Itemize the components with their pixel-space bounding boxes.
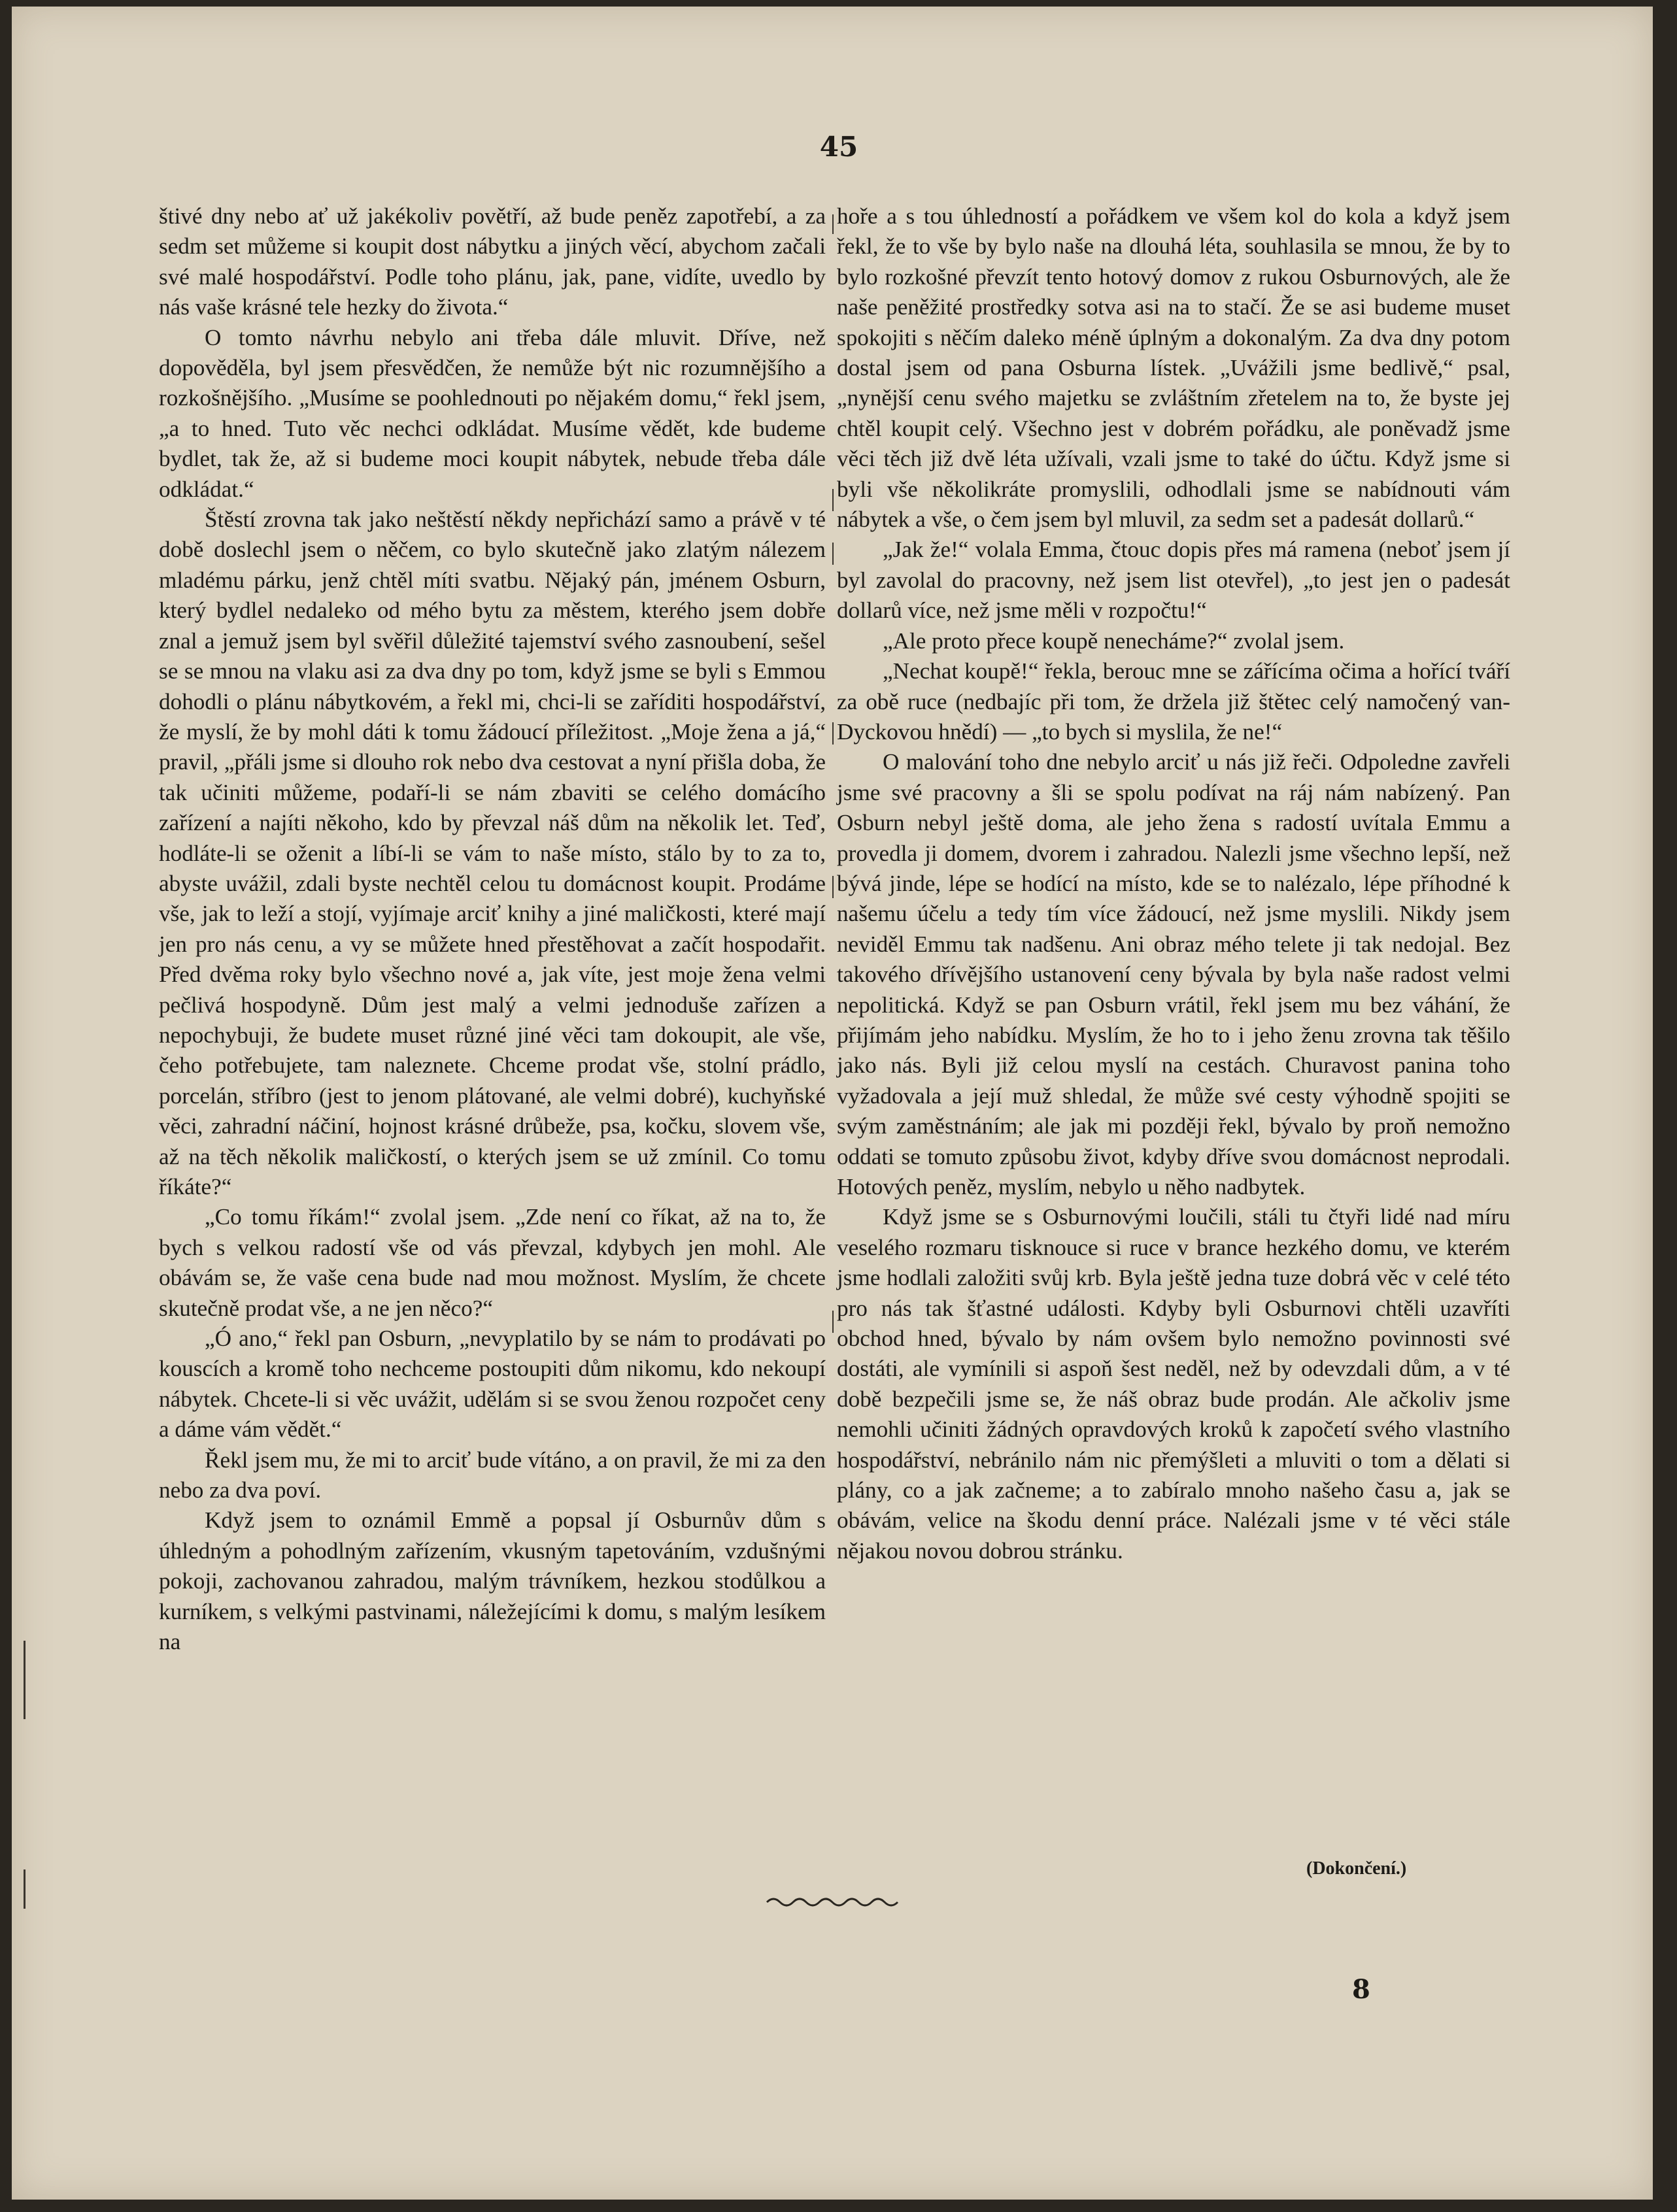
column-divider	[832, 214, 834, 234]
column-divider	[832, 722, 834, 745]
paragraph: Když jsme se s Osburnovými loučili, stáli tu čtyři lidé nad míru veselého rozmaru tisknouce si ruce v brance hezkého domu, ve kterém jsme hodlali založiti svůj krb. Byla ještě jedna tuze dobrá věc v celé této pro nás tak šťastné události. Kdyby byli Osburnovi chtěli uzavříti obchod hned, bývalo by nám ovšem bylo nemožno povinnosti své dostáti, ale vymínili si aspoň šest neděl, než by odevzdali dům, a v té době bezpečili jsme se, že náš obraz bude prodán. Ale ačkoliv jsme nemohli učiniti žádných opravdových kroků k započetí svého vlastního hospodářství, nebránilo nám nic přemýšleti a mluviti o tom a dělati si plány, co a jak začneme; a to zabíralo mnoho našeho času a, jak se obávám, velice na škodu denní práce. Nalézali jsme v té věci stále nějakou novou dobrou stránku.	[837, 1204, 1510, 1564]
paragraph: Když jsem to oznámil Emmě a popsal jí Osburnův dům s úhledným a pohodlným zařízením, vkusným tapetováním, vzdušnými pokoji, zachovanou zahradou, malým trávníkem, hezkou stodůlkou a kurníkem, s velkými pastvinami, náležejícími k domu, s malým lesíkem na	[159, 1507, 826, 1655]
column-divider	[832, 543, 834, 565]
margin-mark	[24, 1869, 25, 1909]
column-divider	[832, 489, 834, 511]
left-column	[159, 201, 826, 1658]
book-page	[12, 7, 1653, 2200]
paragraph: O malování toho dne nebylo arciť u nás již řeči. Odpoledne zavřeli jsme své pracovny a šli se spolu podívat na ráj nám nabízený. Pan Osburn nebyl ještě doma, ale jeho žena s radostí uvítala Emmu a provedla ji domem, dvorem i zahradou. Nalezli jsme všechno lepší, než bývá jinde, lépe se hodící na místo, kde se to nalézalo, lépe příhodné k našemu účelu a tedy tím více žádoucí, než jsme myslili. Nikdy jsem neviděl Emmu tak nadšenu. Ani obraz mého telete ji tak nedojal. Bez takového dřívějšího ustanovení ceny bývala by byla naše radost velmi nepolitická. Když se pan Osburn vrátil, řekl jsem mu bez váhání, že přijímám jeho nabídku. Myslím, že ho to i jeho ženu zrovna tak těšilo jako nás. Byli již celou myslí na cestách. Churavost panina toho vyžadovala a její muž shledal, že může své cesty výhodně spojiti se svým zaměstnáním; ale jak mi později řekl, bývalo by proň nemožno oddati se tomuto způsobu život, kdyby dříve svou domácnost neprodali. Hotových peněz, myslím, nebylo u něho nadbytek.	[837, 749, 1510, 1199]
paragraph: „Jak že!“ volala Emma, čtouc dopis přes má ramena (neboť jsem jí byl zavolal do pracovny, než jsem list otevřel), „to jest jen o padesát dollarů více, než jsme měli v rozpočtu!“	[837, 537, 1510, 624]
column-divider	[832, 876, 834, 898]
right-column	[837, 201, 1510, 1566]
margin-mark	[24, 1641, 25, 1719]
paragraph: O tomto návrhu nebylo ani třeba dále mluvit. Dříve, než dopověděla, byl jsem přesvědčen, že nemůže být nic rozumnějšího a rozkošnějšího. „Musíme se poohlednouti po nějakém domu,“ řekl jsem, „a to hned. Tuto věc nechci odkládat. Musíme vědět, kde budeme bydlet, tak že, až si budeme moci koupit nábytek, nebude třeba dále odkládat.“	[159, 324, 826, 502]
paragraph: „Nechat koupě!“ řekla, berouc mne se zářícíma očima a hořící tváří za obě ruce (nedbajíc při tom, že držela již štětec celý namočený van-Dyckovou hnědí) — „to bych si myslila, že ne!“	[837, 658, 1510, 745]
continuation-note: (Dokončení.)	[1306, 1858, 1407, 1879]
paragraph: „Ale proto přece koupě nenecháme?“ zvolal jsem.	[883, 628, 1345, 654]
column-divider	[832, 1311, 834, 1333]
paragraph: Štěstí zrovna tak jako neštěstí někdy nepřichází samo a právě v té době doslechl jsem o něčem, co bylo skutečně jako zlatým nálezem mladému párku, jenž chtěl míti svatbu. Nějaký pán, jménem Osburn, který bydlel nedaleko od mého bytu za městem, kterého jsem dobře znal a jemuž jsem byl svěřil důležité tajemství svého zasnoubení, sešel se se mnou na vlaku asi za dva dny po tom, když jsme se byli s Emmou dohodli o plánu nábytkovém, a řekl mi, chci-li se zaříditi hospodářství, že myslí, že by mohl dáti k tomu žádoucí příležitost. „Moje žena a já,“ pravil, „přáli jsme si dlouho rok nebo dva cestovat a nyní přišla doba, že tak učiniti můžeme, podaří-li se nám zbaviti se celého domácího zařízení a najíti někoho, kdo by převzal náš dům na několik let. Teď, hodláte-li se oženit a líbí-li se vám to naše místo, stálo by to za to, abyste uvážil, zdali byste nechtěl celou tu domácnost koupit. Prodáme vše, jak to leží a stojí, vyjímaje arciť knihy a jiné maličkosti, které mají jen pro nás cenu, a vy se můžete hned přestěhovat a začít hospodařit. Před dvěma roky bylo všechno nové a, jak víte, jest moje žena velmi pečlivá hospodyně. Dům jest malý a velmi jednoduše zařízen a nepochybuji, že budete muset různé jiné věci tam dokoupit, ale vše, čeho potřebujete, tam naleznete. Chceme prodat vše, stolní prádlo, porcelán, stříbro (jest to jenom plátované, ale velmi dobré), kuchyňské věci, zahradní náčiní, hojnost krásné drůbeže, psa, kočku, slovem vše, až na těch několik maličkostí, o kterých jsem se už zmínil. Co tomu říkáte?“	[159, 507, 826, 1199]
page-number: 45	[819, 131, 858, 163]
paragraph: Řekl jsem mu, že mi to arciť bude vítáno, a on pravil, že mi za den nebo za dva poví.	[159, 1447, 826, 1503]
paragraph: „Ó ano,“ řekl pan Osburn, „nevyplatilo by se nám to prodávati po kouscích a kromě toho nechceme postoupiti dům nikomu, kdo nekoupí nábytek. Chcete-li si věc uvážit, udělám si se svou ženou rozpočet ceny a dáme vám vědět.“	[159, 1326, 826, 1443]
paragraph: hoře a s tou úhledností a pořádkem ve všem kol do kola a když jsem řekl, že to vše by bylo naše na dlouhá léta, souhlasila se mnou, že by to bylo rozkošné převzít tento hotový domov z rukou Osburnových, ale že naše peněžité prostředky sotva asi na to stačí. Že se asi budeme muset spokojiti s něčím daleko méně úplným a dokonalým. Za dva dny potom dostal jsem od pana Osburna lístek. „Uvážili jsme bedlivě,“ psal, „nynější cenu svého majetku se zvláštním zřetelem na to, že byste jej chtěl koupit celý. Všechno jest v dobrém pořádku, ale poněvadž jsme věci těch již dvě léta užívali, vzali jsme to také do účtu. Když jsme si byli vše několikráte promyslili, odhodlali jsme se nabídnouti vám nábytek a vše, o čem jsem byl mluvil, za sedm set a padesát dollarů.“	[837, 203, 1510, 533]
ornament-squiggle	[764, 1889, 907, 1915]
signature-mark: 8	[1352, 1974, 1370, 2005]
paragraph: štivé dny nebo ať už jakékoliv povětří, až bude peněz zapotřebí, a za sedm set můžeme si koupit dost nábytku a jiných věcí, abychom začali své malé hospodářství. Podle toho plánu, jak, pane, vidíte, uvedlo by nás vaše krásné tele hezky do života.“	[159, 203, 826, 320]
paragraph: „Co tomu říkám!“ zvolal jsem. „Zde není co říkat, až na to, že bych s velkou radostí vše od vás převzal, kdybych jen mohl. Ale obávám se, že vaše cena bude nad mou možnost. Myslím, že chcete skutečně prodat vše, a ne jen něco?“	[159, 1204, 826, 1321]
